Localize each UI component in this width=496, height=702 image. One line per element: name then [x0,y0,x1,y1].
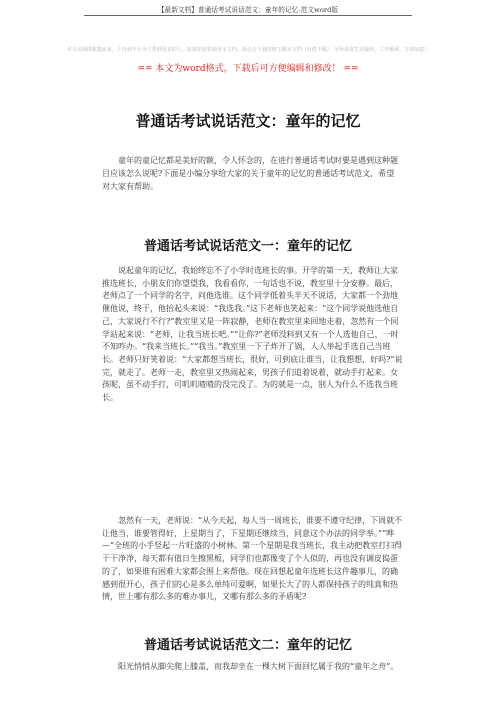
section-1-paragraph-1: 说起童年的记忆，我始终忘不了小学时选班长的事。开学的第一天，教师让大家推选班长，小朋友们你望望我，我看看你，一句话也不说，教室里十分安静。最后，老师点了一个同学的名字，问他选谁。这个同学低着头半天不说话，大家都一个劲地催他说，终于，他抬起头来说：“我选我。”这下老师也笑起来：“这个同学说他选他自己，大家说行不行?”教室里又是一阵寂静，老师在教室里来回地走着，忽然有一个同学站起来说：“老师，让我当班长吧。”“让你?”老师没料到又有一个人选他自己，一时不知咋办。“我来当班长。”“我当。”教室里一下子炸开了锅，人人举起手选自己当班长。老师只好笑着说：“大家都想当班长，很好，可到底让谁当，让我想想，好吗?”说完，就走了。老师一走，教室里又热闹起来，男孩子们追着说着，就动手打起来。女孩呢，虽不动手打，可叽叽喳喳的没完没了。为的就是一点，别人为什么不选我当班长。 [102,266,403,403]
section-1-paragraph-2: 忽然有一天，老师说：“从今天起，每人当一周班长，谁要不遵守纪律，下周就不让他当，谁要管得好，上星期当了，下星期还继续当，同意这个办法的同学举。”“哗—”全班的小手竖起一片旺盛的小树林。第一个星期是我当班长，我主动把教室打扫得干干净净，每天都有值日生擦黑板，同学们也都像变了个人似的，再也没有调皮捣蛋的了，如果谁有困难大家都会围上来帮他。现在回想起童年选班长这件趣事儿，的确感到很开心，孩子们的心是多么单纯可爱啊，如果长大了的人都保持孩子的纯真和热情，世上哪有那么多的难办事儿，又哪有那么多的矛盾呢? [102,516,403,602]
header-divider [84,15,412,16]
disclaimer-text: 本文从网络收集而来，上传到平台为了帮到更多的人，如果您需要使用本文档，请点击下载按钮下载本文档（有偿下载），另外祝您生活愉快，工作顺利，万事如意！ [66,47,430,53]
section-2-title: 普通话考试说话范文二：童年的记忆 [143,638,352,653]
section-2-paragraph-1: 阳光悄悄从脚尖爬上膝盖，而我却坐在一棵大树下面回忆属于我的“童年之舟”。 [118,662,399,671]
intro-paragraph: 童年的童记忆都是美好的额，令人怀念的，在进行普通话考试时要是遇到这种题目应该怎么说呢?下面是小编分享给大家的关于童年的记忆的普通话考试范文，希望对大家有帮助。 [102,156,398,191]
header-title: 【最新文档】普通话考试说话范文：童年的记忆-范文word版 [157,6,339,14]
document-title: 普通话考试说话范文：童年的记忆 [135,112,361,130]
section-1-title: 普通话考试说话范文一：童年的记忆 [143,239,352,254]
word-format-banner: == 本文为word格式，下载后可方便编辑和修改！ == [137,64,359,74]
